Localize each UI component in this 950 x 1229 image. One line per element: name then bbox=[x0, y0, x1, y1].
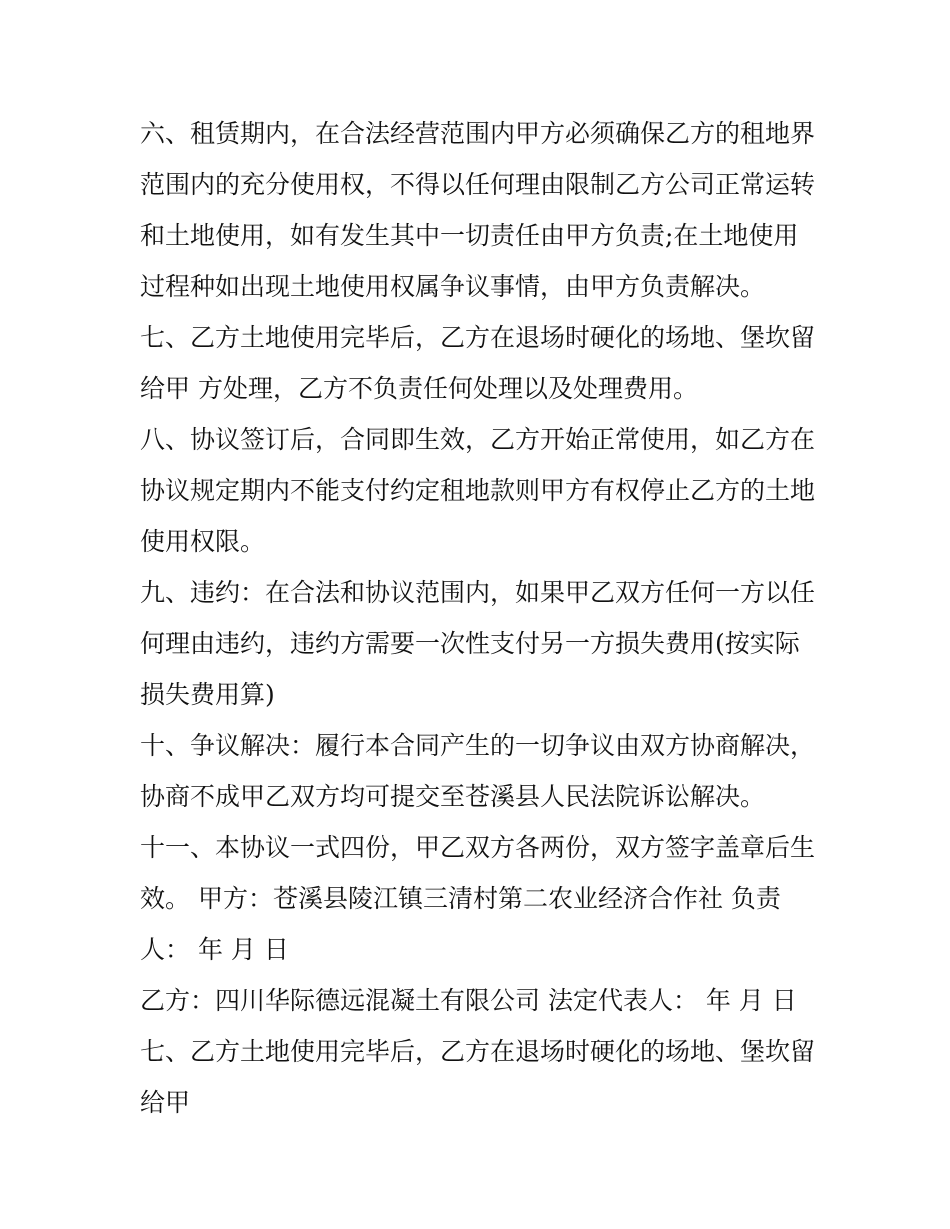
clause-8-line-1: 八、协议签订后，合同即生效，乙方开始正常使用，如乙方在 bbox=[140, 425, 816, 454]
clause-6-line-2: 范围内的充分使用权，不得以任何理由限制乙方公司正常运转 bbox=[140, 170, 816, 199]
clause-8-line-3: 使用权限。 bbox=[140, 527, 266, 556]
clause-10-line-1: 十、争议解决：履行本合同产生的一切争议由双方协商解决， bbox=[140, 731, 816, 760]
clause-9-line-3: 损失费用算) bbox=[140, 680, 275, 709]
clause-6-line-4: 过程种如出现土地使用权属争议事情，由甲方负责解决。 bbox=[140, 272, 766, 301]
clause-10-line-2: 协商不成甲乙双方均可提交至苍溪县人民法院诉讼解决。 bbox=[140, 782, 766, 811]
clause-9-line-2: 何理由违约，违约方需要一次性支付另一方损失费用(按实际 bbox=[140, 629, 800, 658]
clause-7-line-2: 给甲 方处理，乙方不负责任何处理以及处理费用。 bbox=[140, 374, 698, 403]
clause-6-line-3: 和土地使用，如有发生其中一切责任由甲方负责;在土地使用 bbox=[140, 221, 799, 250]
clause-7-repeat-line-1: 七、乙方土地使用完毕后，乙方在退场时硬化的场地、堡坎留 bbox=[140, 1037, 816, 1066]
clause-7-line-1: 七、乙方土地使用完毕后，乙方在退场时硬化的场地、堡坎留 bbox=[140, 323, 816, 352]
party-a-signature-line: 人： 年 月 日 bbox=[140, 935, 289, 964]
clause-11-line-1: 十一、本协议一式四份，甲乙双方各两份，双方签字盖章后生 bbox=[140, 833, 816, 862]
party-b-signature-line: 乙方：四川华际德远混凝土有限公司 法定代表人： 年 月 日 bbox=[140, 986, 797, 1015]
clause-11-line-2: 效。 甲方：苍溪县陵江镇三清村第二农业经济合作社 负责 bbox=[140, 884, 781, 913]
contract-text bbox=[140, 108, 820, 1128]
clause-8-line-2: 协议规定期内不能支付约定租地款则甲方有权停止乙方的土地 bbox=[140, 476, 816, 505]
clause-7-repeat-line-2: 给甲 bbox=[140, 1088, 191, 1117]
clause-9-line-1: 九、违约：在合法和协议范围内，如果甲乙双方任何一方以任 bbox=[140, 578, 816, 607]
clause-6-line-1: 六、租赁期内，在合法经营范围内甲方必须确保乙方的租地界 bbox=[140, 119, 816, 148]
